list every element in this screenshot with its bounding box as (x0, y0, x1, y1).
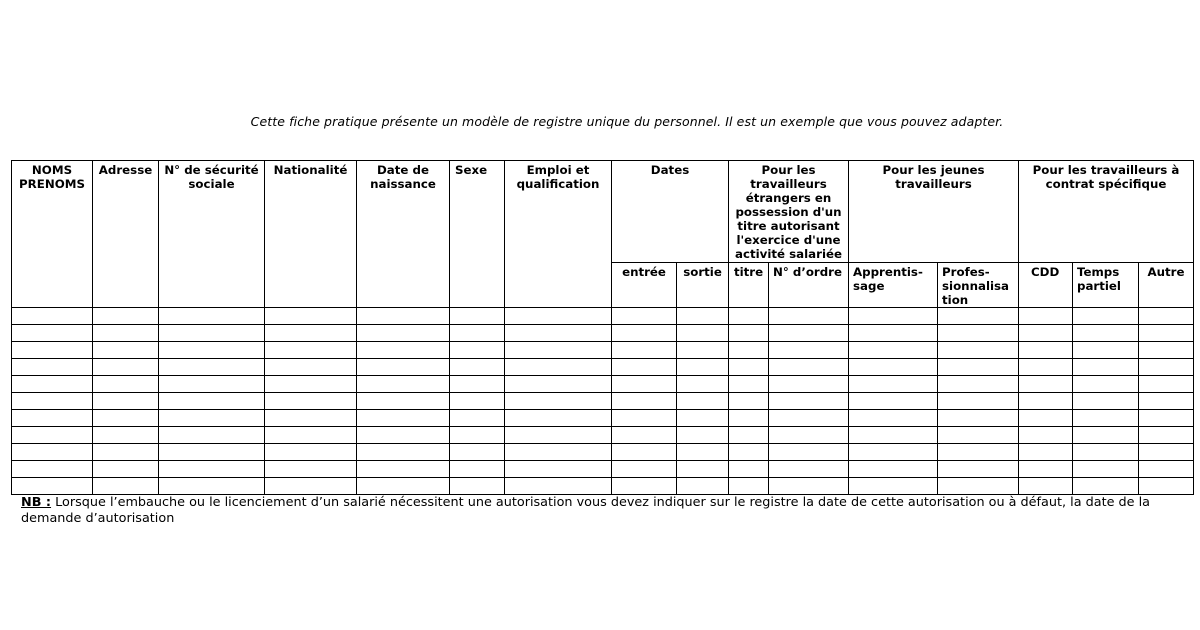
table-cell (677, 325, 729, 342)
table-cell (265, 376, 357, 393)
table-cell (769, 410, 849, 427)
table-cell (357, 478, 450, 495)
table-cell (1019, 308, 1073, 325)
table-cell (677, 342, 729, 359)
table-cell (450, 444, 505, 461)
table-cell (849, 478, 938, 495)
table-cell (93, 444, 159, 461)
table-cell (849, 461, 938, 478)
table-cell (938, 308, 1019, 325)
header-dates: Dates (612, 161, 729, 263)
table-cell (938, 393, 1019, 410)
table-cell (1139, 461, 1194, 478)
header-adresse: Adresse (93, 161, 159, 308)
table-cell (450, 359, 505, 376)
table-cell (505, 461, 612, 478)
table-cell (769, 478, 849, 495)
subheader-temps-partiel: Temps partiel (1073, 263, 1139, 308)
table-cell (12, 308, 93, 325)
table-cell (849, 342, 938, 359)
table-cell (938, 444, 1019, 461)
intro-text: Cette fiche pratique présente un modèle de registre unique du personnel. Il est un exemple que vous pouvez adapter. (250, 114, 1004, 129)
note (21, 495, 1171, 527)
header-nationalite: Nationalité (265, 161, 357, 308)
table-cell (12, 325, 93, 342)
table-cell (769, 308, 849, 325)
table-row (12, 410, 1194, 427)
table-cell (159, 427, 265, 444)
table-cell (612, 410, 677, 427)
table-cell (938, 376, 1019, 393)
table-cell (938, 410, 1019, 427)
table-cell (12, 478, 93, 495)
table-row (12, 427, 1194, 444)
personnel-register-table (11, 160, 1194, 495)
subheader-cdd: CDD (1019, 263, 1073, 308)
table-cell (505, 376, 612, 393)
header-date-naissance: Date de naissance (357, 161, 450, 308)
note-text: Lorsque l’embauche ou le licenciement d’un salarié nécessitent une autorisation vous devez indiquer sur le registre la date de cette autorisation ou à défaut, la date de la demande d’autorisation (21, 495, 1151, 526)
table-cell (12, 359, 93, 376)
table-cell (612, 325, 677, 342)
table-cell (677, 376, 729, 393)
table-cell (938, 427, 1019, 444)
table-cell (505, 342, 612, 359)
header-securite-sociale: N° de sécurité sociale (159, 161, 265, 308)
header-emploi-qualification: Emploi et qualification (505, 161, 612, 308)
table-cell (450, 393, 505, 410)
table-cell (1073, 427, 1139, 444)
table-cell (505, 427, 612, 444)
table-row (12, 359, 1194, 376)
header-travailleurs-etrangers: Pour les travailleurs étrangers en possession d'un titre autorisant l'exercice d'une activité salariée (729, 161, 849, 263)
table-cell (1019, 342, 1073, 359)
table-cell (849, 410, 938, 427)
note-label: NB : (21, 495, 52, 510)
table-cell (938, 461, 1019, 478)
table-cell (729, 342, 769, 359)
table-cell (1139, 427, 1194, 444)
table-cell (357, 393, 450, 410)
table-cell (265, 410, 357, 427)
table-cell (849, 427, 938, 444)
table-cell (505, 478, 612, 495)
table-cell (159, 393, 265, 410)
table-cell (769, 359, 849, 376)
table-cell (849, 393, 938, 410)
table-cell (677, 393, 729, 410)
table-cell (1073, 376, 1139, 393)
table-cell (1073, 444, 1139, 461)
table-cell (612, 478, 677, 495)
table-cell (612, 342, 677, 359)
table-cell (938, 359, 1019, 376)
table-row (12, 376, 1194, 393)
header-contrat-specifique: Pour les travailleurs à contrat spécifique (1019, 161, 1194, 263)
table-cell (729, 359, 769, 376)
table-cell (849, 376, 938, 393)
table-cell (159, 376, 265, 393)
subheader-entree: entrée (612, 263, 677, 308)
table-cell (729, 393, 769, 410)
header-noms-prenoms: NOMS PRENOMS (12, 161, 93, 308)
table-cell (12, 410, 93, 427)
table-cell (1073, 325, 1139, 342)
table-cell (265, 444, 357, 461)
table-cell (729, 461, 769, 478)
table-cell (93, 478, 159, 495)
table-cell (1073, 478, 1139, 495)
table-cell (450, 410, 505, 427)
table-cell (1019, 427, 1073, 444)
table-cell (450, 478, 505, 495)
table-cell (612, 393, 677, 410)
table-cell (159, 478, 265, 495)
subheader-titre: titre (729, 263, 769, 308)
table-cell (729, 410, 769, 427)
table-cell (1073, 410, 1139, 427)
table-cell (1139, 359, 1194, 376)
table-cell (1019, 478, 1073, 495)
table-cell (612, 308, 677, 325)
subheader-apprentissage: Apprentis-sage (849, 263, 938, 308)
table-cell (265, 359, 357, 376)
table-cell (93, 427, 159, 444)
table-cell (612, 461, 677, 478)
table-cell (159, 342, 265, 359)
table-cell (1019, 359, 1073, 376)
table-cell (1139, 308, 1194, 325)
table-cell (677, 444, 729, 461)
table-cell (938, 325, 1019, 342)
table-cell (450, 461, 505, 478)
table-cell (729, 427, 769, 444)
table-cell (12, 342, 93, 359)
table-cell (1019, 376, 1073, 393)
table-cell (93, 308, 159, 325)
subheader-autre: Autre (1139, 263, 1194, 308)
table-cell (1073, 359, 1139, 376)
table-cell (1019, 325, 1073, 342)
table-cell (93, 393, 159, 410)
table-cell (357, 308, 450, 325)
table-cell (505, 325, 612, 342)
table-cell (505, 444, 612, 461)
table-cell (159, 410, 265, 427)
table-cell (265, 478, 357, 495)
table-cell (505, 410, 612, 427)
subheader-numero-ordre: N° d’ordre (769, 263, 849, 308)
table-cell (265, 461, 357, 478)
table-cell (450, 376, 505, 393)
table-cell (729, 376, 769, 393)
table-cell (1073, 342, 1139, 359)
table-cell (93, 461, 159, 478)
table-cell (1019, 461, 1073, 478)
table-cell (159, 325, 265, 342)
subheader-professionnalisation: Profes-sionnalisa tion (938, 263, 1019, 308)
table-cell (159, 308, 265, 325)
table-cell (729, 478, 769, 495)
table-cell (769, 427, 849, 444)
table-cell (357, 342, 450, 359)
table-cell (769, 393, 849, 410)
table-cell (159, 444, 265, 461)
table-cell (12, 461, 93, 478)
table-cell (677, 410, 729, 427)
table-cell (729, 308, 769, 325)
register-body (12, 308, 1194, 495)
table-cell (159, 461, 265, 478)
table-cell (505, 393, 612, 410)
table-cell (849, 359, 938, 376)
table-cell (450, 342, 505, 359)
table-cell (677, 308, 729, 325)
table-cell (12, 427, 93, 444)
table-cell (1139, 410, 1194, 427)
table-cell (677, 427, 729, 444)
table-cell (1139, 444, 1194, 461)
table-cell (93, 342, 159, 359)
table-row (12, 444, 1194, 461)
table-cell (938, 342, 1019, 359)
table-cell (357, 359, 450, 376)
table-row (12, 342, 1194, 359)
table-cell (450, 308, 505, 325)
table-cell (450, 427, 505, 444)
table-cell (1139, 342, 1194, 359)
table-cell (1139, 478, 1194, 495)
table-cell (769, 461, 849, 478)
table-cell (769, 342, 849, 359)
table-row (12, 393, 1194, 410)
table-cell (265, 427, 357, 444)
table-cell (93, 410, 159, 427)
table-cell (357, 325, 450, 342)
table-cell (1073, 461, 1139, 478)
header-sexe: Sexe (450, 161, 505, 308)
table-cell (1139, 325, 1194, 342)
table-cell (505, 308, 612, 325)
table-cell (612, 376, 677, 393)
table-cell (677, 359, 729, 376)
table-cell (357, 444, 450, 461)
table-cell (265, 325, 357, 342)
table-cell (357, 376, 450, 393)
table-cell (938, 478, 1019, 495)
table-cell (12, 393, 93, 410)
table-cell (677, 461, 729, 478)
table-cell (357, 427, 450, 444)
table-cell (159, 359, 265, 376)
table-cell (1019, 410, 1073, 427)
subheader-sortie: sortie (677, 263, 729, 308)
table-cell (265, 393, 357, 410)
table-cell (612, 444, 677, 461)
table-cell (1139, 393, 1194, 410)
table-cell (1073, 308, 1139, 325)
table-cell (729, 444, 769, 461)
table-cell (612, 359, 677, 376)
table-cell (677, 478, 729, 495)
table-row (12, 461, 1194, 478)
table-cell (1073, 393, 1139, 410)
table-row (12, 325, 1194, 342)
table-cell (1139, 376, 1194, 393)
table-cell (769, 325, 849, 342)
table-row (12, 308, 1194, 325)
table-cell (769, 444, 849, 461)
table-cell (1019, 393, 1073, 410)
table-cell (612, 427, 677, 444)
table-cell (849, 325, 938, 342)
table-cell (93, 376, 159, 393)
table-cell (93, 359, 159, 376)
table-row (12, 478, 1194, 495)
table-cell (450, 325, 505, 342)
table-cell (12, 376, 93, 393)
table-cell (849, 444, 938, 461)
table-cell (1019, 444, 1073, 461)
table-cell (357, 461, 450, 478)
table-cell (357, 410, 450, 427)
table-cell (93, 325, 159, 342)
table-cell (729, 325, 769, 342)
header-jeunes-travailleurs: Pour les jeunes travailleurs (849, 161, 1019, 263)
table-cell (265, 342, 357, 359)
table-cell (265, 308, 357, 325)
table-cell (12, 444, 93, 461)
table-cell (505, 359, 612, 376)
table-cell (769, 376, 849, 393)
table-cell (849, 308, 938, 325)
